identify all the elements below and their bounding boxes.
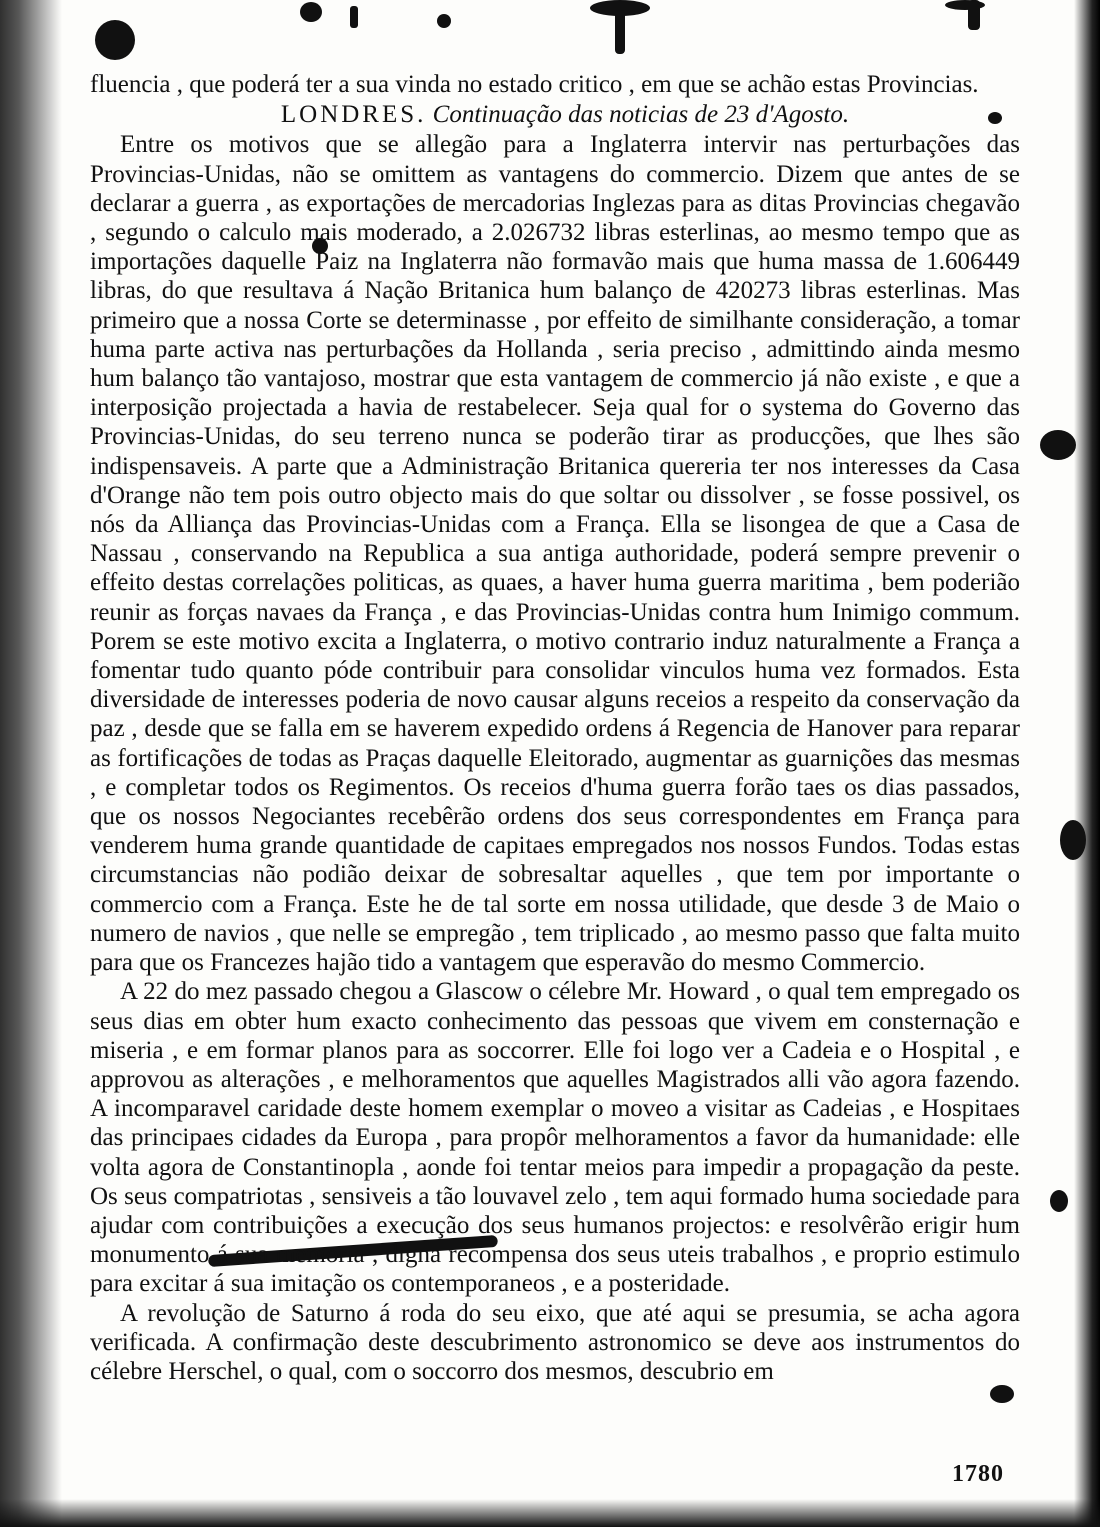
ink-blot (1050, 1190, 1068, 1212)
ink-blot (437, 14, 451, 28)
ink-blot (968, 0, 980, 30)
page-edge-bottom (0, 1499, 1100, 1527)
headline-city: LONDRES. (280, 101, 427, 129)
binding-shadow (0, 0, 62, 1527)
ink-blot (615, 10, 625, 54)
ink-blot (350, 6, 358, 28)
paragraph-1: Entre os motivos que se allegão para a Inglaterra intervir nas perturbações das Provincias-Unidas, não se omittem as vantagens do commercio. Dizem que antes de se declarar a guerra , as exportações de mercadorias Inglezas para as ditas Provincias chegavão , segundo o calculo mais moderado, a 2.026732 libras esterlinas, ao mesmo tempo que as importações daquelle Paiz na Inglaterra não formavão mais que huma massa de 1.606449 libras, do que resultava á Nação Britanica hum balanço de 420273 libras esterlinas. Mas primeiro que a nossa Corte se determinasse , por effeito de similhante consideração, a tomar huma parte activa nas perturbações da Hollanda , seria preciso , admittindo ainda mesmo hum balanço tão vantajoso, mostrar que esta vantagem de commercio já não existe , e que a interposição projectada a havia de restabelecer. Seja qual for o systema do Governo das Provincias-Unidas, do seu terreno nunca se poderão tirar as producções, que lhes são indispensaveis. A parte que a Administração Britanica quereria ter nos interesses da Casa d'Orange não tem pois outro objecto mais do que soltar ou dissolver , se fosse possivel, os nós da Alliança das Provincias-Unidas com a França. Ella se lisongea de que a Casa de Nassau , conservando na Republica a sua antiga authoridade, poderá sempre prevenir o effeito destas correlações politicas, as quaes, a haver huma guerra maritima , bem poderião reunir as forças navaes da França , e das Provincias-Unidas contra hum Inimigo commum. Porem se este motivo excita a Inglaterra, o motivo contrario induz naturalmente a França a fomentar tudo quanto póde contribuir para consolidar vinculos huma vez formados. Esta diversidade de interesses poderia de novo causar alguns receios a respeito da conservação da paz , desde que se falla em se haverem expedido ordens á Regencia de Hanover para reparar as fortificações de todas as Praças daquelle Eleitorado, augmentar as guarnições das mesmas , e completar todos os Regimentos. Os receios d'huma guerra forão taes os dias passados, que os nossos Negociantes recebêrão ordens dos seus correspondentes em França para venderem huma grande quantidade de capitaes empregados nos nossos Fundos. Todas estas circumstancias não podião deixar de sobresaltar aquelles , que tem por importante o commercio com a França. Este he de tal sorte em nossa utilidade, que desde 3 de Maio o numero de navios , que nelle se empregão , tem triplicado , ao mesmo passo que falta muito para que os Francezes hajão tido a vantagem que esperavão do mesmo Commercio. (90, 131, 1020, 977)
paragraph-3: A revolução de Saturno á roda do seu eixo, que até aqui se presumia, se acha agora verificada. A confirmação deste descubrimento astronomico se deve aos instrumentos do célebre Herschel, o qual, com o soccorro dos mesmos, descubrio em (90, 1299, 1020, 1385)
ink-blot (1060, 820, 1086, 860)
page-edge-right (1074, 0, 1100, 1527)
section-headline (90, 100, 1020, 129)
intro-text: fluencia , que poderá ter a sua vinda no estado critico , em que se achão estas Provincias. (90, 71, 979, 98)
paragraph-2: A 22 do mez passado chegou a Glascow o célebre Mr. Howard , o qual tem empregado os seus dias em obter hum exacto conhecimento das pessoas que vivem em consternação e miseria , e em formar planos para as soccorrer. Elle foi logo ver a Cadeia e o Hospital , e approvou as alterações , e melhoramentos que aquelles Magistrados alli vão agora fazendo. A incomparavel caridade deste homem exemplar o moveo a visitar as Cadeias , e Hospitaes das principaes cidades da Europa , para propôr melhoramentos a favor da humanidade: elle volta agora de Constantinopla , aonde foi tentar meios para impedir a propagação da peste. Os seus compatriotas , sensiveis a tão louvavel zelo , tem aqui formado huma sociedade para ajudar com contribuições a execução dos seus humanos projectos: e resolvêrão erigir hum monumento á sua memoria , digna recompensa dos seus uteis trabalhos , e proprio estimulo para excitar á sua imitação os contemporaneos , e a posteridade. (90, 978, 1020, 1298)
headline-subtitle: Continuação das noticias de 23 d'Agosto. (432, 101, 850, 129)
ink-blot (300, 2, 322, 22)
ink-blot (990, 1385, 1014, 1403)
article-body (90, 70, 1020, 1386)
ink-blot (1040, 430, 1076, 460)
ink-blot (95, 20, 135, 60)
page-number: 1780 (952, 1461, 1004, 1487)
